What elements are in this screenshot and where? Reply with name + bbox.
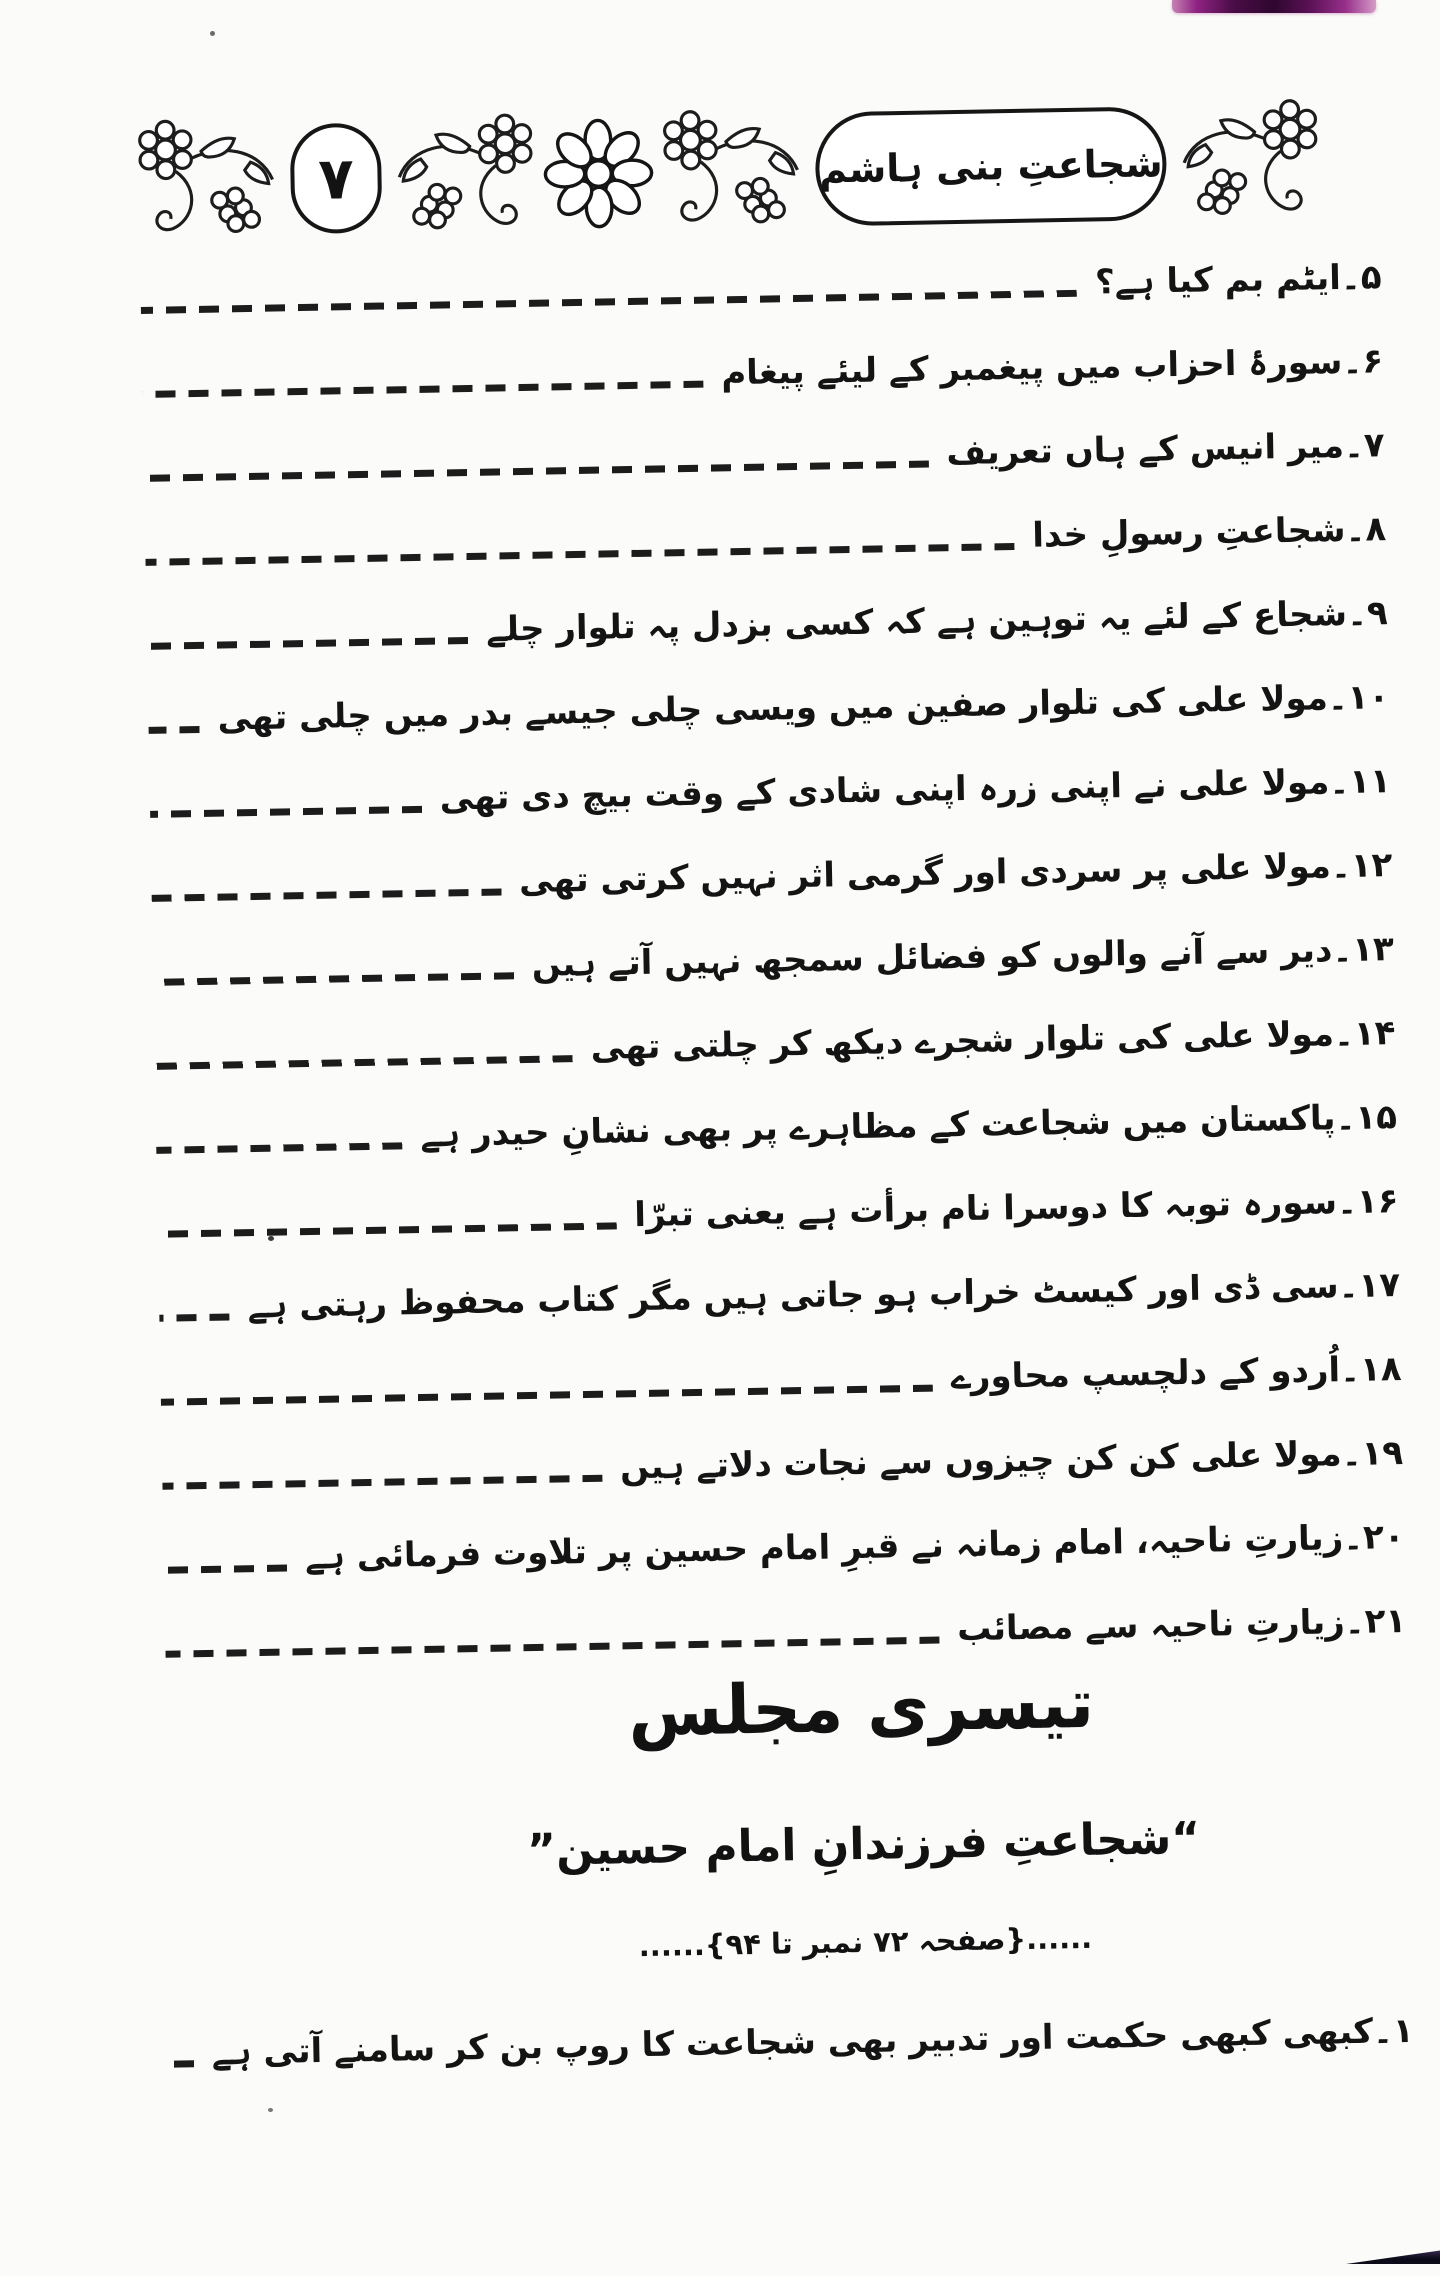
dash-leader xyxy=(141,289,1077,313)
toc-item-text: ۹۔شجاع کے لئے یہ توہین ہے کہ کسی بزدل پہ تلوار چلے xyxy=(485,592,1389,650)
dash-leader xyxy=(164,1564,287,1573)
flower-icon xyxy=(538,113,658,233)
floral-vine-icon xyxy=(131,110,291,251)
toc-item-text: ۱۰۔مولا علی کی تلوار صفین میں ویسی چلی جیسے بدر میں چلی تھی xyxy=(217,676,1390,739)
page-number: ۷ xyxy=(317,144,355,213)
toc-item-text: ۶۔سورۂ احزاب میں پیغمبر کے لیئے پیغام xyxy=(720,340,1384,393)
dash-leader xyxy=(162,1474,602,1489)
scan-edge-artifact-top xyxy=(1172,0,1376,13)
page-number-badge xyxy=(289,123,383,235)
toc-item-text: ۱۹۔مولا علی کن کن چیزوں سے نجات دلاتے ہیں xyxy=(619,1432,1404,1487)
section-heading: تیسری مجلس xyxy=(627,1664,1095,1753)
page-header xyxy=(131,80,1326,262)
toc-list xyxy=(136,234,1407,1685)
toc-item-text: ۷۔میر انیس کے ہاں تعریف xyxy=(946,424,1385,473)
dash-leader xyxy=(152,888,502,901)
dash-leader xyxy=(165,1636,939,1657)
toc-row xyxy=(168,1988,1414,2095)
section-page-range: ......{صفحہ ۷۲ نمبر تا ۹۴}...... xyxy=(638,1920,1093,1964)
toc-item-text: ۵۔ایٹم بم کیا ہے؟ xyxy=(1094,256,1382,302)
toc-item-text: ۱۶۔سورہ توبہ کا دوسرا نام برأت ہے یعنی تبرّا xyxy=(633,1180,1399,1235)
toc-item-text: ۱۴۔مولا علی کی تلوار شجرے دیکھ کر چلتی تھی xyxy=(590,1012,1396,1068)
dash-leader xyxy=(147,637,468,650)
dash-leader xyxy=(173,2060,194,2067)
section-toc-list xyxy=(168,1988,1414,2095)
toc-item-text: ۱۷۔سی ڈی اور کیسٹ خراب ہو جاتی ہیں مگر کتاب محفوظ رہتی ہے xyxy=(247,1264,1401,1326)
dash-leader xyxy=(156,1142,402,1154)
book-title: شجاعتِ بنی ہاشم xyxy=(818,141,1164,192)
toc-item-text: ۲۰۔زیارتِ ناحیہ، امام زمانہ نے قبرِ امام حسین پر تلاوت فرمائی ہے xyxy=(304,1516,1405,1577)
dash-leader xyxy=(155,1055,573,1070)
dash-leader xyxy=(158,1222,617,1237)
floral-vine-icon xyxy=(656,101,816,242)
dash-leader xyxy=(149,725,200,733)
toc-item-text: ۱۳۔دیر سے آنے والوں کو فضائل سمجھ نہیں آتے ہیں xyxy=(531,928,1395,985)
toc-item-text: ۱۔کبھی کبھی حکمت اور تدبیر بھی شجاعت کا روپ بن کر سامنے آتی ہے xyxy=(211,2010,1415,2073)
toc-item-text: ۲۱۔زیارتِ ناحیہ سے مصائب xyxy=(956,1600,1407,1649)
scan-speck xyxy=(210,31,215,36)
floral-vine-icon xyxy=(381,106,541,247)
scan-speck xyxy=(268,2108,273,2112)
toc-item-text: ۱۸۔اُردو کے دلچسپ محاورے xyxy=(950,1348,1402,1397)
toc-item-text: ۱۱۔مولا علی نے اپنی زرہ اپنی شادی کے وقت بیچ دی تھی xyxy=(439,760,1392,819)
dash-leader xyxy=(161,1384,933,1405)
dash-leader xyxy=(150,805,422,817)
floral-vine-icon xyxy=(1165,91,1325,232)
dash-leader xyxy=(145,542,1014,565)
dash-leader xyxy=(153,972,514,986)
dash-leader xyxy=(144,460,929,481)
dash-leader xyxy=(159,1313,230,1321)
toc-item-text: ۱۵۔پاکستان میں شجاعت کے مظاہرے پر بھی نشانِ حیدر ہے xyxy=(419,1096,1398,1155)
toc-item-text: ۸۔شجاعتِ رسولِ خدا xyxy=(1031,508,1387,556)
toc-item-text: ۱۲۔مولا علی پر سردی اور گرمی اثر نہیں کرتی تھی xyxy=(518,844,1393,901)
book-title-badge xyxy=(814,106,1168,226)
section-subtitle: “شجاعتِ فرزندانِ امام حسین” xyxy=(526,1812,1201,1877)
dash-leader xyxy=(142,380,703,397)
scan-speck xyxy=(268,1236,274,1241)
